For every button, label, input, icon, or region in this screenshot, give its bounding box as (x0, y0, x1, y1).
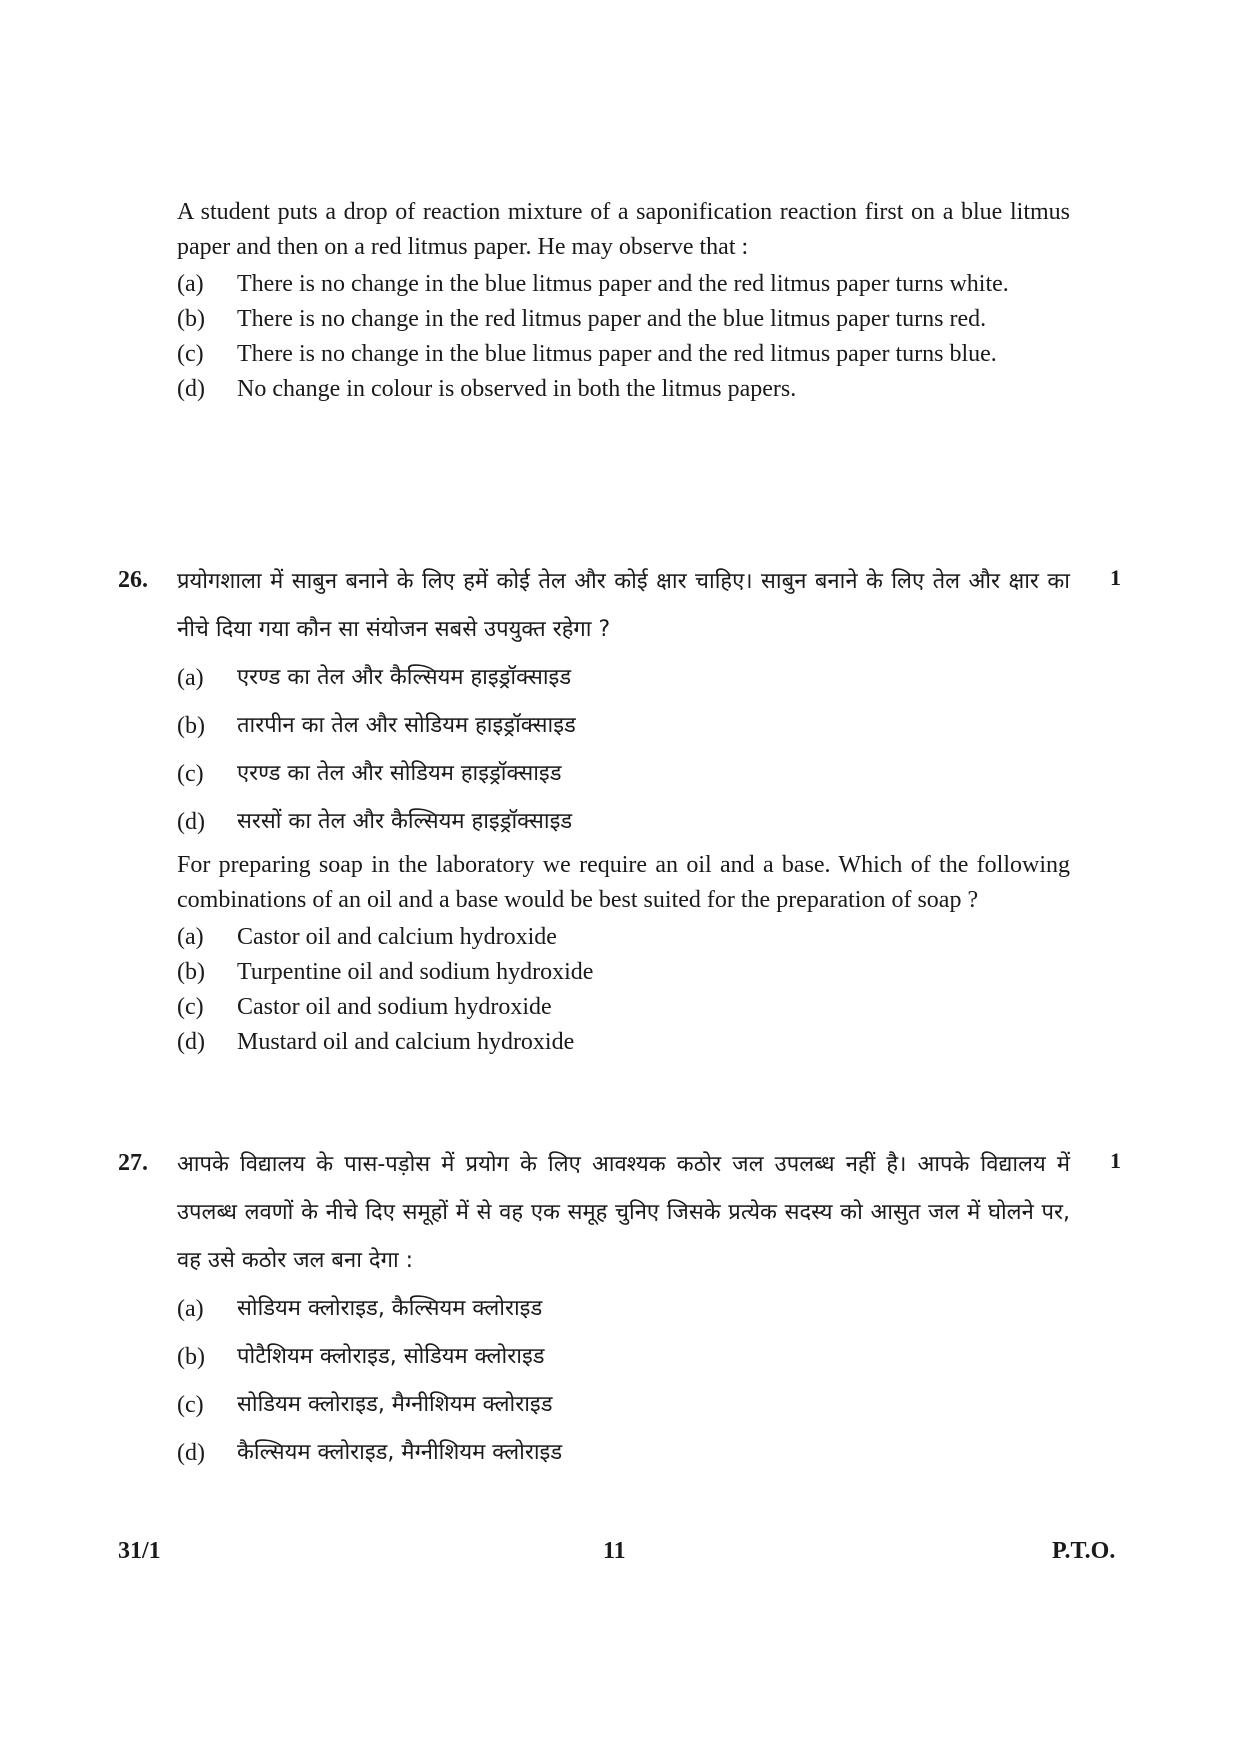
q26-hindi-option-a (177, 654, 1070, 702)
paper-code: 31/1 (118, 1538, 161, 1564)
q26-english-block (177, 848, 1070, 1060)
pto-label: P.T.O. (1052, 1538, 1116, 1564)
option-text: एरण्ड का तेल और सोडियम हाइड्रॉक्साइड (237, 761, 562, 786)
q26-options-english (177, 920, 1070, 1060)
option-text: एरण्ड का तेल और कैल्सियम हाइड्रॉक्साइड (237, 665, 572, 690)
q26-hindi-option-d (177, 798, 1070, 846)
q27-hindi-option-c (177, 1381, 1070, 1429)
option-text: सरसों का तेल और कैल्सियम हाइड्रॉक्साइड (237, 809, 573, 834)
option-label: (c) (177, 341, 204, 367)
option-label: (d) (177, 376, 205, 402)
option-text: सोडियम क्लोराइड, मैग्नीशियम क्लोराइड (237, 1392, 553, 1417)
option-label: (c) (177, 994, 204, 1020)
option-text: There is no change in the blue litmus paper and the red litmus paper turns white. (237, 271, 1009, 297)
option-label: (b) (177, 713, 205, 739)
option-label: (b) (177, 1344, 205, 1370)
option-label: (b) (177, 959, 205, 985)
option-label: (d) (177, 809, 205, 835)
option-text: Castor oil and calcium hydroxide (237, 924, 557, 950)
option-label: (a) (177, 924, 204, 950)
option-label: (a) (177, 271, 204, 297)
q25-option-a (177, 267, 1070, 302)
q27-stem-hindi: आपके विद्यालय के पास-पड़ोस में प्रयोग के लिए आवश्यक कठोर जल उपलब्ध नहीं है। आपके विद्यालय में उपलब्ध लवणों के नीचे दिए समूहों में से वह एक समूह चुनिए जिसके प्रत्येक सदस्य को आसुत जल में घोलने पर, वह उसे कठोर जल बना देगा : (177, 1152, 1070, 1273)
option-text: कैल्सियम क्लोराइड, मैग्नीशियम क्लोराइड (237, 1440, 563, 1465)
q27-marks: 1 (1110, 1148, 1121, 1173)
q26-english-option-d (177, 1025, 1070, 1060)
q25-option-d (177, 372, 1070, 407)
option-label: (c) (177, 761, 204, 787)
option-label: (a) (177, 1296, 204, 1322)
option-text: Mustard oil and calcium hydroxide (237, 1029, 575, 1055)
q27-hindi-option-a (177, 1285, 1070, 1333)
option-text: There is no change in the blue litmus paper and the red litmus paper turns blue. (237, 341, 997, 367)
q25-options (177, 267, 1070, 407)
q25-option-b (177, 302, 1070, 337)
q27-options-hindi (177, 1285, 1070, 1477)
q27-hindi-block (177, 1141, 1070, 1477)
q27-hindi-option-d (177, 1429, 1070, 1477)
q27-number: 27. (118, 1150, 148, 1176)
option-text: Castor oil and sodium hydroxide (237, 994, 552, 1020)
q26-hindi-option-c (177, 750, 1070, 798)
q26-english-option-b (177, 955, 1070, 990)
option-label: (d) (177, 1440, 205, 1466)
option-label: (b) (177, 306, 205, 332)
q26-hindi-block (177, 558, 1070, 846)
q25-stem: A student puts a drop of reaction mixture of a saponification reaction first on a blue litmus paper and then on a red litmus paper. He may observe that : (177, 199, 1070, 260)
option-label: (d) (177, 1029, 205, 1055)
q26-options-hindi (177, 654, 1070, 846)
option-label: (c) (177, 1392, 204, 1418)
option-text: No change in colour is observed in both the litmus papers. (237, 376, 797, 402)
q27-hindi-option-b (177, 1333, 1070, 1381)
q26-number: 26. (118, 567, 148, 593)
q25-english-block (177, 195, 1070, 407)
option-text: There is no change in the red litmus paper and the blue litmus paper turns red. (237, 306, 987, 332)
q26-english-option-c (177, 990, 1070, 1025)
q26-english-option-a (177, 920, 1070, 955)
q26-stem-english: For preparing soap in the laboratory we require an oil and a base. Which of the following combinations of an oil and a base would be best suited for the preparation of soap ? (177, 852, 1070, 913)
q26-hindi-option-b (177, 702, 1070, 750)
q26-stem-hindi: प्रयोगशाला में साबुन बनाने के लिए हमें कोई तेल और कोई क्षार चाहिए। साबुन बनाने के लिए तेल और क्षार का नीचे दिया गया कौन सा संयोजन सबसे उपयुक्त रहेगा ? (177, 569, 1070, 642)
q26-marks: 1 (1110, 565, 1121, 590)
page-number: 11 (603, 1538, 626, 1564)
option-label: (a) (177, 665, 204, 691)
option-text: Turpentine oil and sodium hydroxide (237, 959, 594, 985)
option-text: तारपीन का तेल और सोडियम हाइड्रॉक्साइड (237, 713, 576, 738)
q25-option-c (177, 337, 1070, 372)
option-text: पोटैशियम क्लोराइड, सोडियम क्लोराइड (237, 1344, 545, 1369)
option-text: सोडियम क्लोराइड, कैल्सियम क्लोराइड (237, 1296, 543, 1321)
